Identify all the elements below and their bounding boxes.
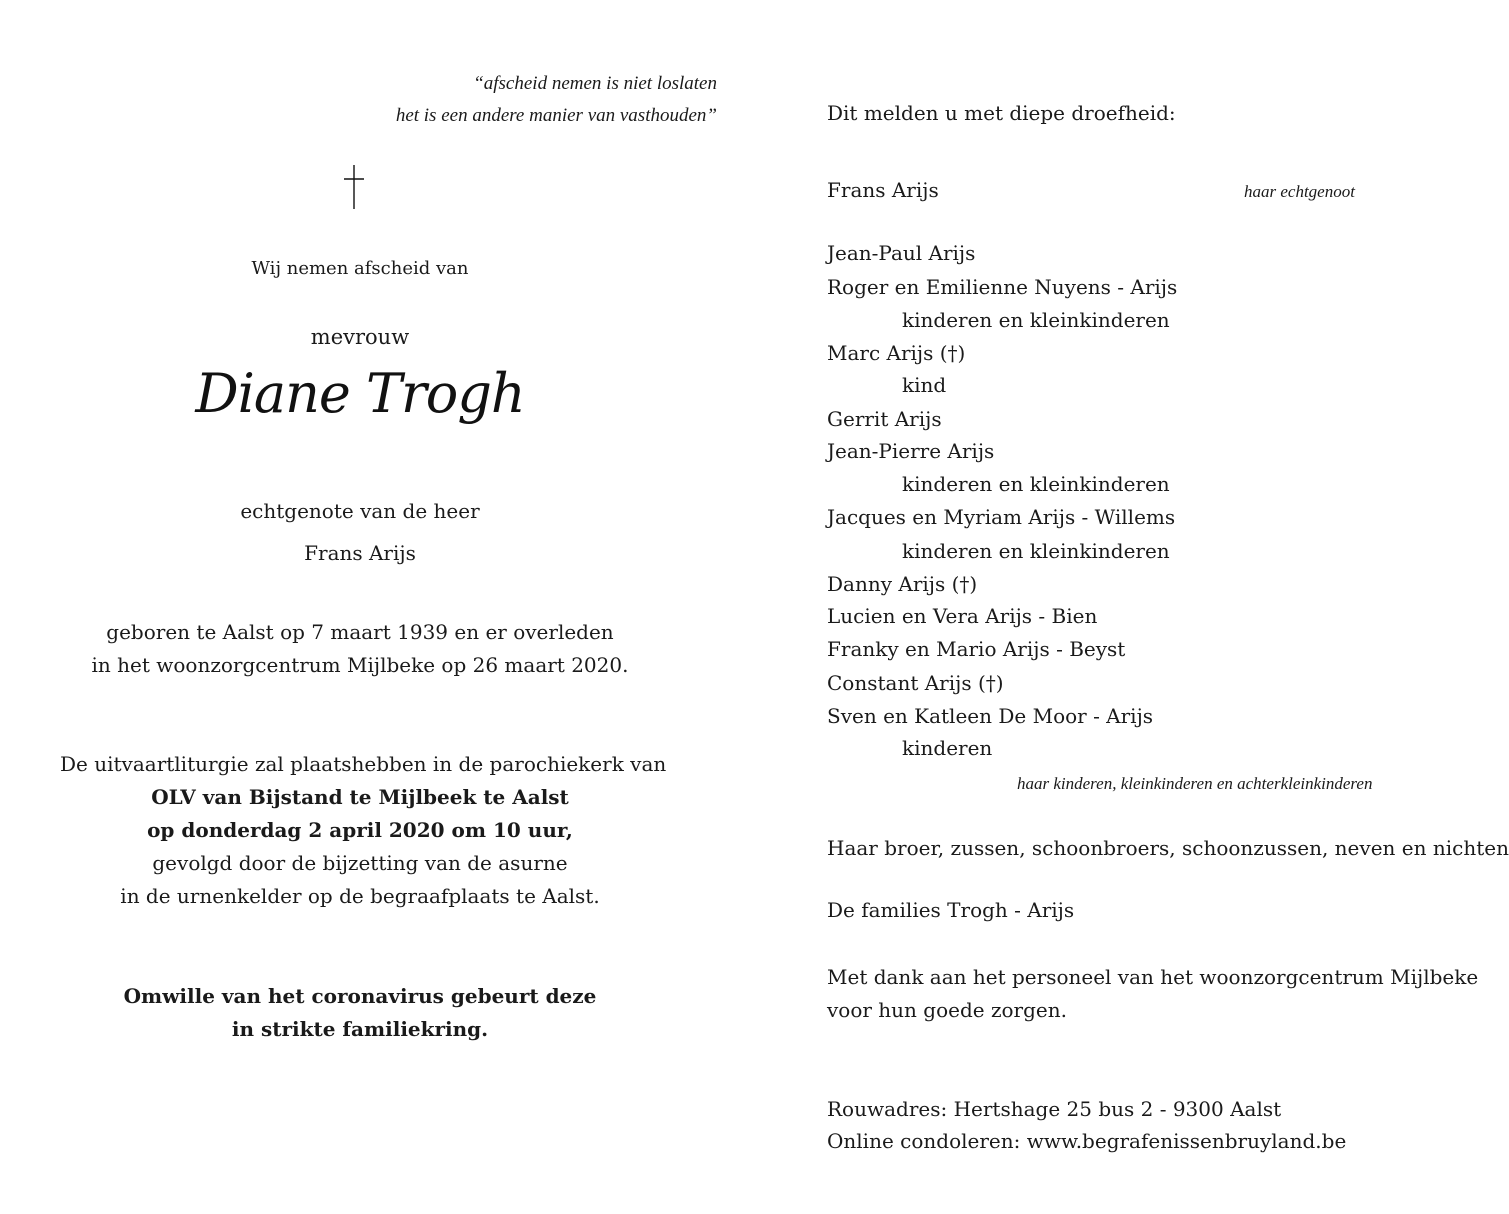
family-member: Gerrit Arijs (827, 407, 942, 431)
intro-text: Wij nemen afscheid van (251, 258, 469, 279)
spouse-intro: echtgenote van de heer (240, 499, 480, 523)
corona-notice-line-2: in strikte familiekring. (231, 1017, 489, 1041)
born-line-2: in het woonzorgcentrum Mijlbeke op 26 maart 2020. (91, 653, 629, 677)
husband-role: haar echtgenoot (1244, 182, 1355, 201)
funeral-line-5: in de urnenkelder op de begraafplaats te Aalst. (120, 884, 600, 908)
siblings-line: Haar broer, zussen, schoonbroers, schoonzussen, neven en nichten (827, 836, 1509, 860)
family-relation: kinderen (902, 736, 993, 760)
funeral-line-4: gevolgd door de bijzetting van de asurne (152, 851, 568, 875)
honorific: mevrouw (310, 325, 410, 349)
funeral-location: OLV van Bijstand te Mijlbeek te Aalst (151, 785, 569, 809)
family-member: Sven en Katleen De Moor - Arijs (827, 704, 1154, 728)
family-relation: kinderen en kleinkinderen (902, 472, 1170, 496)
announcement: Dit melden u met diepe droefheid: (827, 101, 1176, 125)
family-member: Franky en Mario Arijs - Beyst (827, 637, 1126, 661)
thanks-line-2: voor hun goede zorgen. (827, 998, 1067, 1022)
family-relation: kinderen en kleinkinderen (902, 539, 1170, 563)
thanks-line-1: Met dank aan het personeel van het woonzorgcentrum Mijlbeke (827, 965, 1479, 989)
quote-line-1: “afscheid nemen is niet loslaten (473, 73, 717, 94)
family-member: Lucien en Vera Arijs - Bien (827, 604, 1098, 628)
spouse-name: Frans Arijs (304, 541, 416, 565)
cross-icon (342, 165, 366, 209)
family-member: Jacques en Myriam Arijs - Willems (827, 505, 1176, 529)
family-member: Jean-Pierre Arijs (827, 439, 995, 463)
mourning-address: Rouwadres: Hertshage 25 bus 2 - 9300 Aalst (827, 1097, 1282, 1121)
children-role: haar kinderen, kleinkinderen en achterkleinkinderen (1017, 774, 1373, 793)
corona-notice-line-1: Omwille van het coronavirus gebeurt deze (123, 984, 597, 1008)
husband-name: Frans Arijs (827, 178, 939, 202)
family-member: Constant Arijs (†) (827, 671, 1004, 695)
quote-line-2: het is een andere manier van vasthouden” (395, 105, 717, 126)
family-member: Jean-Paul Arijs (827, 241, 976, 265)
family-member: Marc Arijs (†) (827, 341, 966, 365)
deceased-name: Diane Trogh (195, 362, 525, 425)
family-member: Roger en Emilienne Nuyens - Arijs (827, 275, 1178, 299)
family-relation: kinderen en kleinkinderen (902, 308, 1170, 332)
families-line: De families Trogh - Arijs (827, 898, 1075, 922)
online-condolence: Online condoleren: www.begrafenissenbruyland.be (827, 1129, 1347, 1153)
family-member: Danny Arijs (†) (827, 572, 978, 596)
funeral-line-1: De uitvaartliturgie zal plaatshebben in de parochiekerk van (60, 752, 667, 776)
family-relation: kind (902, 373, 947, 397)
born-line-1: geboren te Aalst op 7 maart 1939 en er overleden (106, 620, 614, 644)
funeral-date: op donderdag 2 april 2020 om 10 uur, (147, 818, 573, 842)
